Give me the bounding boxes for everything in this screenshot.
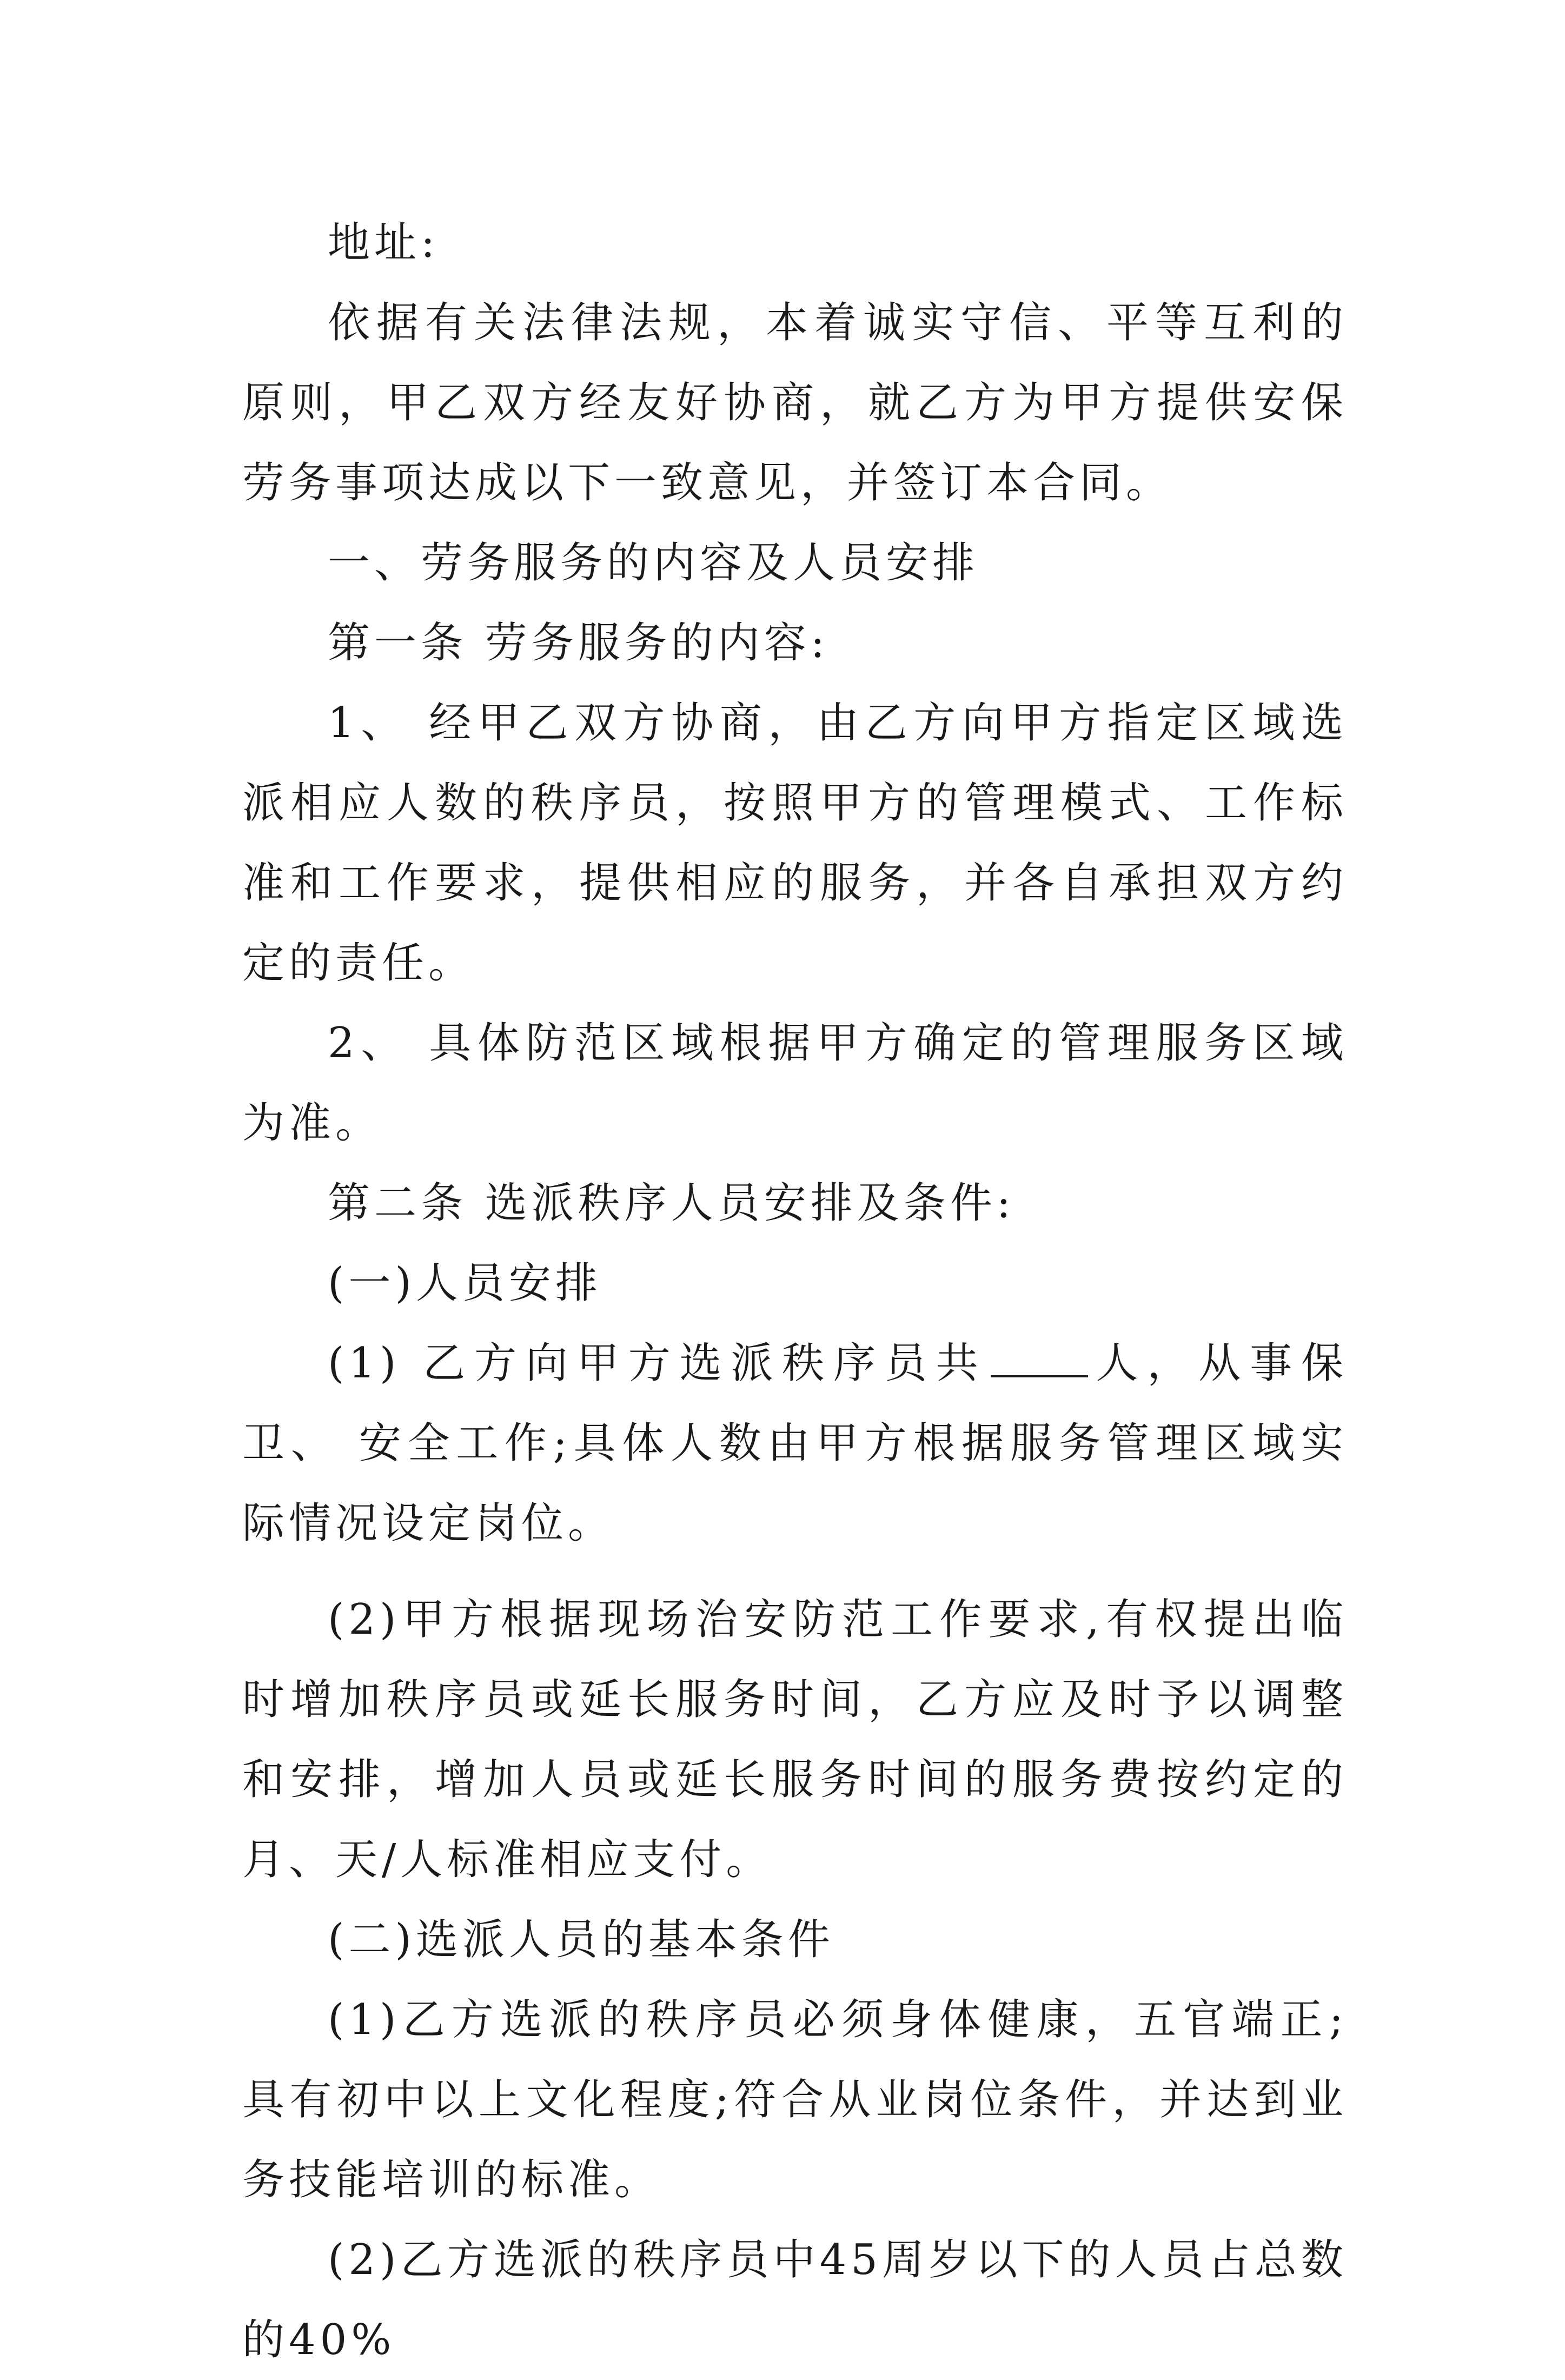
address-line: 地址: [328, 218, 440, 267]
condition-item-2: (2)乙方选派的秩序员中45周岁以下的人员占总数的40% [242, 2236, 1348, 2364]
fill-in-blank[interactable] [991, 1337, 1088, 1377]
subsection-personnel-arrangement: (一)人员安排 [328, 1259, 602, 1308]
document-body [242, 203, 1348, 2380]
section-heading-1: 一、劳务服务的内容及人员安排 [328, 539, 979, 587]
article-1-item-1: 1、 经甲乙双方协商，由乙方向甲方指定区域选派相应人数的秩序员，按照甲方的管理模式、工作标准和工作要求，提供相应的服务，并各自承担双方约定的责任。 [242, 699, 1348, 987]
preamble-paragraph: 依据有关法律法规，本着诚实守信、平等互利的原则，甲乙双方经友好协商，就乙方为甲方提供安保劳务事项达成以下一致意见，并签订本合同。 [242, 299, 1348, 507]
arrangement-item-1 [242, 1323, 1348, 1563]
article-1-heading: 第一条 劳务服务的内容: [328, 619, 830, 667]
condition-item-1: (1)乙方选派的秩序员必须身体健康，五官端正;具有初中以上文化程度;符合从业岗位条件，并达到业务技能培训的标准。 [242, 1996, 1348, 2204]
subsection-basic-conditions: (二)选派人员的基本条件 [328, 1915, 834, 1964]
arrangement-item-1-before: (1) 乙方向甲方选派秩序员共 [328, 1339, 987, 1388]
arrangement-item-1-after: 人，从事保卫、 安全工作;具体人数由甲方根据服务管理区域实际情况设定岗位。 [242, 1339, 1348, 1548]
article-2-heading: 第二条 选派秩序人员安排及条件: [328, 1179, 1016, 1228]
article-1-item-2: 2、 具体防范区域根据甲方确定的管理服务区域为准。 [242, 1019, 1348, 1148]
arrangement-item-2: (2)甲方根据现场治安防范工作要求,有权提出临时增加秩序员或延长服务时间，乙方应及时予以调整和安排，增加人员或延长服务时间的服务费按约定的月、天/人标准相应支付。 [242, 1595, 1348, 1884]
